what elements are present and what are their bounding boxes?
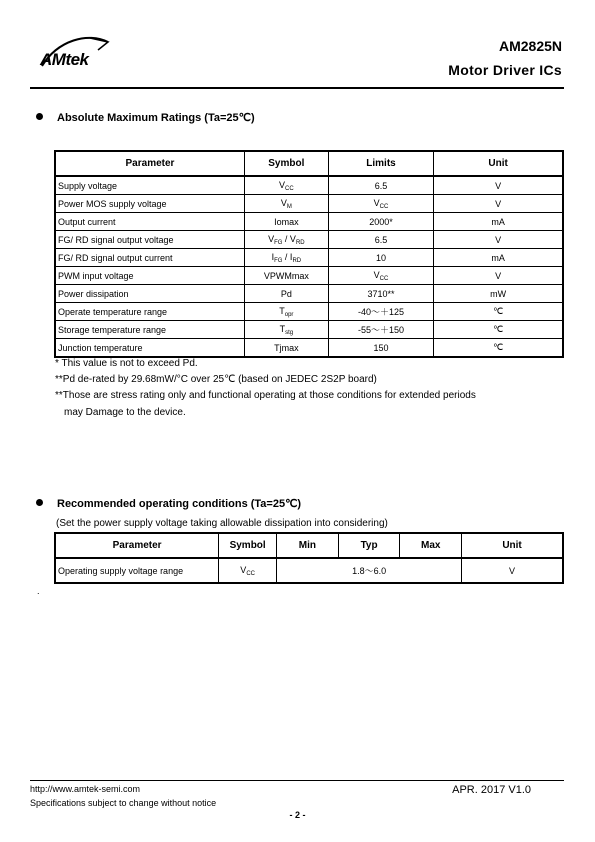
logo-text: AMtek bbox=[40, 50, 89, 69]
symbol-main: T bbox=[279, 323, 286, 334]
footnote: may Damage to the device. bbox=[64, 407, 186, 418]
cell-parameter: FG/ RD signal output voltage bbox=[55, 231, 244, 249]
part-number: AM2825N bbox=[498, 38, 562, 54]
limit-value: 2000* bbox=[369, 216, 393, 227]
table-row bbox=[55, 195, 563, 213]
symbol-tail: / V bbox=[282, 233, 296, 244]
column-header: Typ bbox=[338, 533, 400, 558]
symbol-main: Pd bbox=[280, 288, 292, 299]
limit-value: V bbox=[373, 197, 380, 208]
symbol-subscript: FG bbox=[274, 257, 283, 264]
symbol-main: V bbox=[278, 179, 285, 190]
symbol-main: I bbox=[271, 251, 275, 262]
limit-subscript: CC bbox=[379, 203, 389, 210]
symbol-main: T bbox=[279, 305, 285, 316]
symbol-subscript: RD bbox=[295, 239, 305, 246]
symbol-main: Tjmax bbox=[274, 342, 299, 353]
cell-symbol bbox=[244, 303, 328, 321]
cell-limit bbox=[328, 339, 434, 358]
footnote: **Pd de-rated by 29.68mW/°C over 25℃ (based on JEDEC 2S2P board) bbox=[55, 374, 377, 385]
limit-value: 6.5 bbox=[374, 180, 388, 191]
bullet-icon bbox=[36, 113, 43, 120]
cell-unit: V bbox=[434, 176, 563, 195]
cell-symbol bbox=[244, 231, 328, 249]
cell-range: 1.8～6.0 bbox=[277, 558, 462, 583]
cell-unit: mA bbox=[434, 249, 563, 267]
cell-unit: mW bbox=[434, 285, 563, 303]
column-header: Limits bbox=[328, 151, 434, 176]
page-number: - 2 - bbox=[289, 810, 306, 820]
cell-parameter: Junction temperature bbox=[55, 339, 244, 358]
limit-value: 150 bbox=[373, 342, 389, 353]
table-row bbox=[55, 249, 563, 267]
abs-max-table bbox=[54, 150, 564, 358]
symbol-subscript: opr bbox=[284, 311, 294, 318]
cell-limit bbox=[328, 285, 434, 303]
footer-divider bbox=[30, 780, 564, 781]
footnote: **Those are stress rating only and functional operating at those conditions for extended periods bbox=[55, 390, 476, 401]
table-row bbox=[55, 303, 563, 321]
cell-limit bbox=[328, 303, 434, 321]
cell-symbol bbox=[219, 558, 277, 583]
symbol-main: Iomax bbox=[274, 216, 299, 227]
cell-limit bbox=[328, 231, 434, 249]
table-header-row bbox=[55, 151, 563, 176]
column-header: Symbol bbox=[244, 151, 328, 176]
table-row bbox=[55, 231, 563, 249]
cell-parameter: FG/ RD signal output current bbox=[55, 249, 244, 267]
cell-unit: V bbox=[434, 267, 563, 285]
table-row bbox=[55, 267, 563, 285]
symbol-subscript: RD bbox=[292, 257, 302, 264]
header-divider bbox=[30, 87, 564, 89]
cell-limit bbox=[328, 195, 434, 213]
table-header-row bbox=[55, 533, 563, 558]
cell-symbol bbox=[244, 195, 328, 213]
trailing-dot: . bbox=[37, 586, 40, 596]
column-header: Unit bbox=[434, 151, 563, 176]
cell-parameter: Operating supply voltage range bbox=[55, 558, 219, 583]
symbol-main: V bbox=[280, 197, 287, 208]
footer-url-link[interactable]: http://www.amtek-semi.com bbox=[30, 784, 141, 794]
table-row bbox=[55, 339, 563, 358]
cell-symbol bbox=[244, 339, 328, 358]
symbol-main: V bbox=[268, 233, 275, 244]
column-header: Symbol bbox=[219, 533, 277, 558]
cell-unit: V bbox=[462, 558, 563, 583]
limit-value: -55～＋150 bbox=[357, 325, 404, 335]
document-title: Motor Driver ICs bbox=[448, 62, 562, 78]
column-header: Max bbox=[400, 533, 462, 558]
cell-parameter: Storage temperature range bbox=[55, 321, 244, 339]
cell-symbol bbox=[244, 321, 328, 339]
table-row bbox=[55, 213, 563, 231]
cell-parameter: Output current bbox=[55, 213, 244, 231]
section-title-rec-op: Recommended operating conditions (Ta=25℃) bbox=[57, 498, 302, 510]
cell-unit: mA bbox=[434, 213, 563, 231]
rec-op-table bbox=[54, 532, 564, 584]
cell-limit bbox=[328, 321, 434, 339]
cell-symbol bbox=[244, 213, 328, 231]
table-row bbox=[55, 176, 563, 195]
cell-symbol bbox=[244, 285, 328, 303]
limit-value: 10 bbox=[375, 252, 386, 263]
column-header: Unit bbox=[462, 533, 563, 558]
column-header: Parameter bbox=[55, 151, 244, 176]
footer-revision: APR. 2017 V1.0 bbox=[452, 784, 531, 796]
cell-parameter: Power dissipation bbox=[55, 285, 244, 303]
footnote: * This value is not to exceed Pd. bbox=[55, 358, 198, 369]
limit-value: 6.5 bbox=[374, 234, 388, 245]
cell-symbol bbox=[244, 249, 328, 267]
cell-limit bbox=[328, 213, 434, 231]
limit-value: V bbox=[373, 269, 380, 280]
symbol-subscript: FG bbox=[274, 239, 283, 246]
cell-parameter: PWM input voltage bbox=[55, 267, 244, 285]
cell-unit: ℃ bbox=[434, 339, 563, 358]
cell-limit bbox=[328, 249, 434, 267]
symbol-tail: / I bbox=[282, 251, 293, 262]
symbol-subscript: CC bbox=[285, 185, 294, 192]
table-row bbox=[55, 321, 563, 339]
column-header: Min bbox=[277, 533, 339, 558]
symbol-main: V bbox=[240, 564, 247, 575]
cell-parameter: Supply voltage bbox=[55, 176, 244, 195]
table-row bbox=[55, 558, 563, 583]
cell-parameter: Operate temperature range bbox=[55, 303, 244, 321]
symbol-main: VPWMmax bbox=[263, 270, 309, 281]
section-title-abs-max: Absolute Maximum Ratings (Ta=25℃) bbox=[57, 112, 255, 124]
cell-limit bbox=[328, 267, 434, 285]
footer-disclaimer: Specifications subject to change without notice bbox=[30, 798, 217, 808]
cell-limit bbox=[328, 176, 434, 195]
symbol-subscript: stg bbox=[285, 329, 294, 336]
limit-subscript: CC bbox=[379, 275, 389, 282]
section-note: (Set the power supply voltage taking allowable dissipation into considering) bbox=[56, 518, 388, 529]
cell-parameter: Power MOS supply voltage bbox=[55, 195, 244, 213]
table-row bbox=[55, 285, 563, 303]
symbol-subscript: M bbox=[286, 203, 292, 210]
company-logo bbox=[38, 36, 114, 80]
symbol-subscript: CC bbox=[246, 570, 255, 577]
cell-unit: V bbox=[434, 231, 563, 249]
limit-value: 3710** bbox=[367, 288, 395, 299]
cell-symbol bbox=[244, 176, 328, 195]
bullet-icon bbox=[36, 499, 43, 506]
cell-unit: ℃ bbox=[434, 303, 563, 321]
cell-unit: V bbox=[434, 195, 563, 213]
column-header: Parameter bbox=[55, 533, 219, 558]
limit-value: -40～＋125 bbox=[357, 307, 404, 317]
cell-unit: ℃ bbox=[434, 321, 563, 339]
cell-symbol bbox=[244, 267, 328, 285]
